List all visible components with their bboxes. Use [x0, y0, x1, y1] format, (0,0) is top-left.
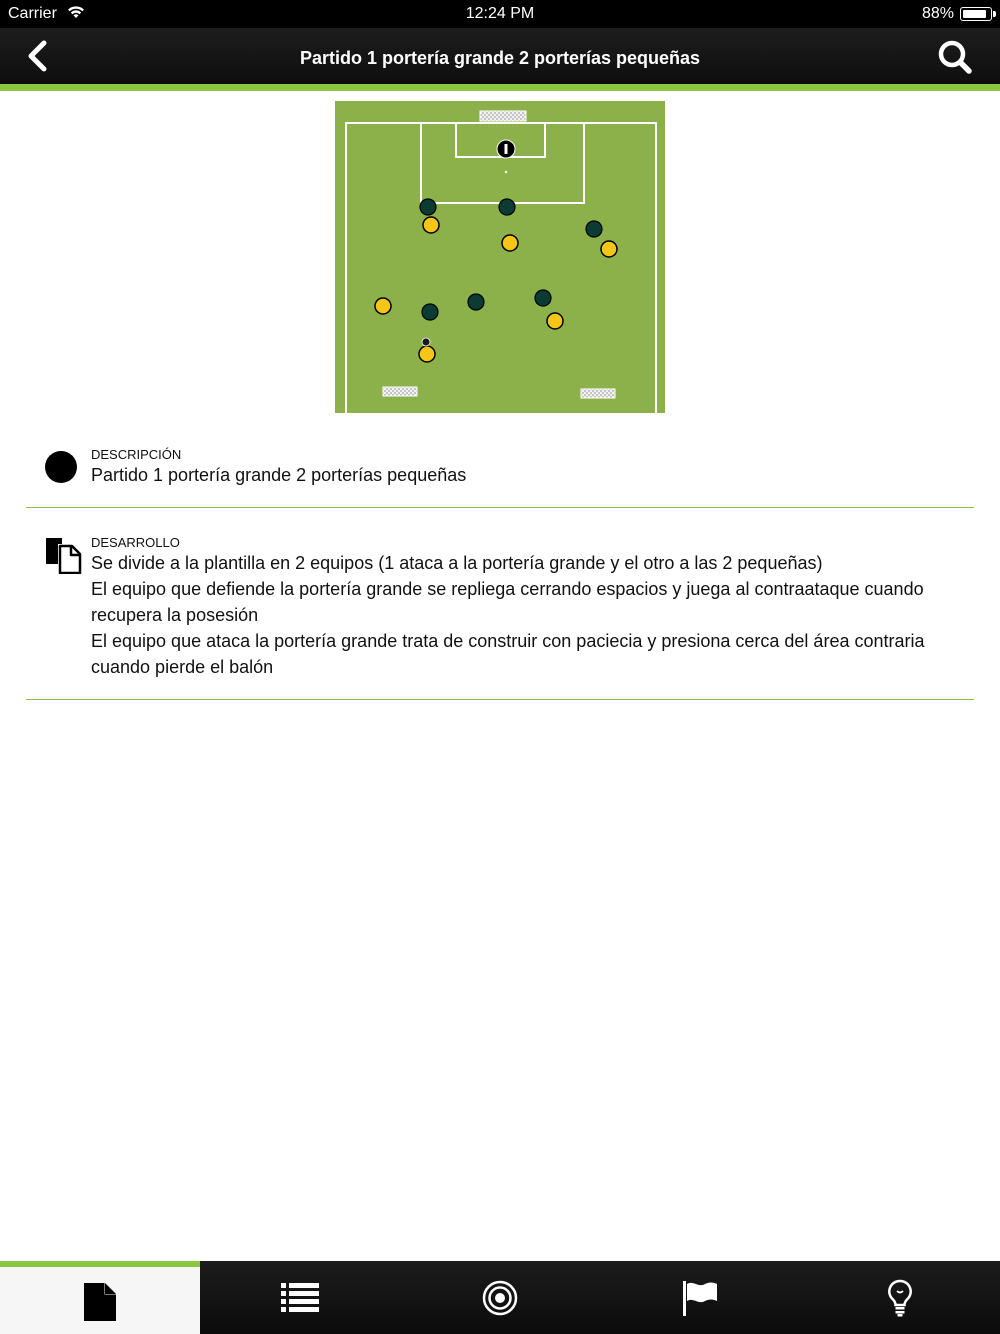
- search-icon: [936, 38, 976, 78]
- exercise-diagram: [335, 101, 665, 413]
- small-goal-right: [581, 389, 615, 398]
- battery-icon: [960, 7, 992, 21]
- carrier-label: Carrier: [8, 5, 57, 22]
- search-button[interactable]: [936, 38, 976, 78]
- list-icon: [281, 1282, 319, 1314]
- player-dark: [535, 290, 551, 306]
- player-yellow: [547, 313, 563, 329]
- divider: [26, 507, 974, 508]
- tab-document[interactable]: [0, 1261, 200, 1334]
- clock: 12:24 PM: [465, 5, 535, 22]
- development-label: DESARROLLO: [91, 535, 180, 550]
- small-goal-left: [383, 387, 417, 396]
- copy-document-icon: [44, 536, 82, 574]
- tab-flag[interactable]: [600, 1261, 800, 1334]
- player-yellow: [601, 241, 617, 257]
- penalty-spot: [505, 171, 507, 173]
- battery-percent: 88%: [921, 5, 954, 22]
- development-line: Se divide a la plantilla en 2 equipos (1 ataca a la portería grande y el otro a las 2 pequeñas): [91, 553, 823, 573]
- player-dark: [468, 294, 484, 310]
- development-line: El equipo que ataca la portería grande trata de construir con paciecia y presiona cerca del área contraria cuando pierde el balón: [91, 631, 925, 677]
- description-label: DESCRIPCIÓN: [91, 447, 182, 462]
- lightbulb-icon: [887, 1279, 913, 1317]
- goalkeeper-mark: [505, 144, 508, 154]
- page-title: Partido 1 portería grande 2 porterías pequeñas: [299, 48, 701, 68]
- player-dark: [422, 304, 438, 320]
- document-icon: [83, 1282, 117, 1322]
- player-yellow: [423, 217, 439, 233]
- ball: [422, 338, 430, 346]
- development-text: [91, 550, 961, 680]
- player-dark: [420, 199, 436, 215]
- player-dark: [586, 221, 602, 237]
- tab-tips[interactable]: [800, 1261, 1000, 1334]
- description-text: Partido 1 portería grande 2 porterías pequeñas: [91, 465, 467, 485]
- divider: [26, 699, 974, 700]
- status-bar: [0, 0, 1000, 28]
- circle-icon: [44, 450, 78, 484]
- nav-bar: [0, 28, 1000, 84]
- tab-target[interactable]: [400, 1261, 600, 1334]
- nav-accent-bar: [0, 84, 1000, 91]
- player-dark: [499, 199, 515, 215]
- big-goal: [480, 111, 526, 121]
- flag-icon: [681, 1279, 719, 1317]
- target-icon: [482, 1280, 518, 1316]
- player-yellow: [375, 298, 391, 314]
- description-section: [26, 440, 974, 506]
- development-line: El equipo que defiende la portería grande se repliega cerrando espacios y juega al contraataque cuando recupera la posesión: [91, 579, 924, 625]
- tab-bar: [0, 1261, 1000, 1334]
- development-section: [26, 528, 974, 698]
- player-yellow: [502, 235, 518, 251]
- player-yellow: [419, 346, 435, 362]
- tab-list[interactable]: [200, 1261, 400, 1334]
